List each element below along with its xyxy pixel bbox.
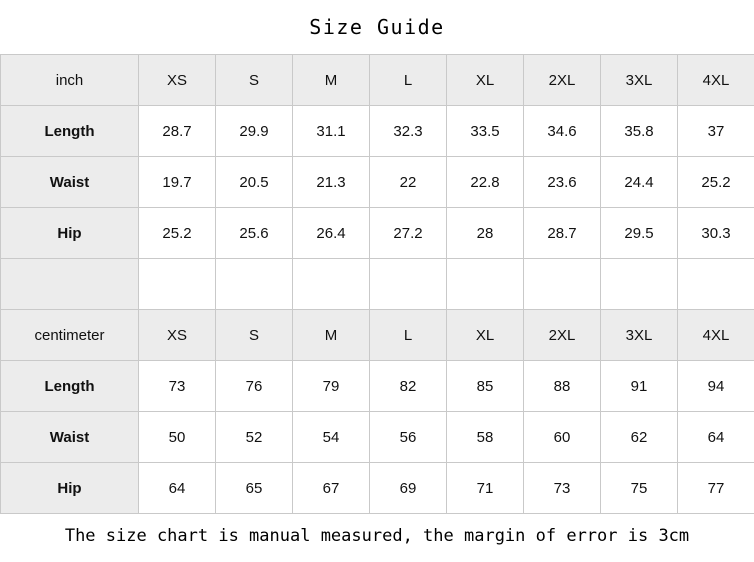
spacer-cell — [678, 259, 754, 310]
cell-hip-cm-m: 67 — [293, 463, 370, 514]
cell-length-inch-xs: 28.7 — [139, 106, 216, 157]
spacer-cell — [601, 259, 678, 310]
size-header-4xl: 4XL — [678, 55, 754, 106]
cell-waist-cm-l: 56 — [370, 412, 447, 463]
spacer-cell — [370, 259, 447, 310]
cell-length-cm-m: 79 — [293, 361, 370, 412]
spacer-cell-label — [1, 259, 139, 310]
cell-length-cm-4xl: 94 — [678, 361, 754, 412]
cell-waist-inch-l: 22 — [370, 157, 447, 208]
size-header-3xl: 3XL — [601, 55, 678, 106]
cell-length-inch-2xl: 34.6 — [524, 106, 601, 157]
size-header-cm-l: L — [370, 310, 447, 361]
cell-hip-inch-2xl: 28.7 — [524, 208, 601, 259]
spacer-cell — [524, 259, 601, 310]
size-header-cm-3xl: 3XL — [601, 310, 678, 361]
cell-length-inch-3xl: 35.8 — [601, 106, 678, 157]
size-header-cm-xl: XL — [447, 310, 524, 361]
cell-hip-inch-s: 25.6 — [216, 208, 293, 259]
cell-waist-inch-m: 21.3 — [293, 157, 370, 208]
row-label-length-inch: Length — [1, 106, 139, 157]
row-label-waist-inch: Waist — [1, 157, 139, 208]
cell-waist-inch-4xl: 25.2 — [678, 157, 754, 208]
table-row — [1, 106, 754, 157]
size-header-xl: XL — [447, 55, 524, 106]
table-row — [1, 361, 754, 412]
cell-length-inch-xl: 33.5 — [447, 106, 524, 157]
cell-hip-cm-l: 69 — [370, 463, 447, 514]
cell-length-cm-l: 82 — [370, 361, 447, 412]
row-label-waist-cm: Waist — [1, 412, 139, 463]
cell-waist-cm-3xl: 62 — [601, 412, 678, 463]
size-header-cm-4xl: 4XL — [678, 310, 754, 361]
cell-hip-cm-xs: 64 — [139, 463, 216, 514]
spacer-cell — [139, 259, 216, 310]
cell-waist-cm-m: 54 — [293, 412, 370, 463]
cell-hip-cm-s: 65 — [216, 463, 293, 514]
cell-waist-inch-s: 20.5 — [216, 157, 293, 208]
cell-hip-cm-3xl: 75 — [601, 463, 678, 514]
cell-waist-inch-xs: 19.7 — [139, 157, 216, 208]
cell-length-inch-4xl: 37 — [678, 106, 754, 157]
cell-length-cm-xl: 85 — [447, 361, 524, 412]
cell-waist-inch-2xl: 23.6 — [524, 157, 601, 208]
cell-waist-cm-4xl: 64 — [678, 412, 754, 463]
unit-label-centimeter: centimeter — [1, 310, 139, 361]
measurement-disclaimer: The size chart is manual measured, the margin of error is 3cm — [0, 514, 754, 562]
cell-waist-inch-xl: 22.8 — [447, 157, 524, 208]
size-header-cm-2xl: 2XL — [524, 310, 601, 361]
cell-hip-inch-xl: 28 — [447, 208, 524, 259]
cell-hip-inch-l: 27.2 — [370, 208, 447, 259]
cell-length-inch-s: 29.9 — [216, 106, 293, 157]
table-header-row-centimeter — [1, 310, 754, 361]
size-header-2xl: 2XL — [524, 55, 601, 106]
cell-hip-inch-m: 26.4 — [293, 208, 370, 259]
row-label-hip-inch: Hip — [1, 208, 139, 259]
cell-length-inch-m: 31.1 — [293, 106, 370, 157]
size-header-cm-xs: XS — [139, 310, 216, 361]
size-header-l: L — [370, 55, 447, 106]
cell-hip-cm-4xl: 77 — [678, 463, 754, 514]
size-header-m: M — [293, 55, 370, 106]
cell-hip-inch-3xl: 29.5 — [601, 208, 678, 259]
cell-waist-inch-3xl: 24.4 — [601, 157, 678, 208]
cell-waist-cm-2xl: 60 — [524, 412, 601, 463]
cell-hip-cm-2xl: 73 — [524, 463, 601, 514]
cell-length-cm-s: 76 — [216, 361, 293, 412]
cell-length-cm-2xl: 88 — [524, 361, 601, 412]
table-row — [1, 463, 754, 514]
spacer-cell — [216, 259, 293, 310]
size-header-cm-m: M — [293, 310, 370, 361]
spacer-cell — [447, 259, 524, 310]
unit-label-inch: inch — [1, 55, 139, 106]
size-table — [0, 54, 754, 514]
cell-length-cm-xs: 73 — [139, 361, 216, 412]
cell-waist-cm-xs: 50 — [139, 412, 216, 463]
size-header-s: S — [216, 55, 293, 106]
table-row — [1, 208, 754, 259]
size-header-cm-s: S — [216, 310, 293, 361]
cell-hip-inch-4xl: 30.3 — [678, 208, 754, 259]
table-row — [1, 412, 754, 463]
spacer-cell — [293, 259, 370, 310]
table-spacer-row — [1, 259, 754, 310]
size-header-xs: XS — [139, 55, 216, 106]
cell-hip-cm-xl: 71 — [447, 463, 524, 514]
cell-waist-cm-s: 52 — [216, 412, 293, 463]
cell-length-inch-l: 32.3 — [370, 106, 447, 157]
cell-waist-cm-xl: 58 — [447, 412, 524, 463]
table-row — [1, 157, 754, 208]
page-title: Size Guide — [0, 0, 754, 54]
table-header-row-inch — [1, 55, 754, 106]
cell-hip-inch-xs: 25.2 — [139, 208, 216, 259]
row-label-hip-cm: Hip — [1, 463, 139, 514]
cell-length-cm-3xl: 91 — [601, 361, 678, 412]
row-label-length-cm: Length — [1, 361, 139, 412]
